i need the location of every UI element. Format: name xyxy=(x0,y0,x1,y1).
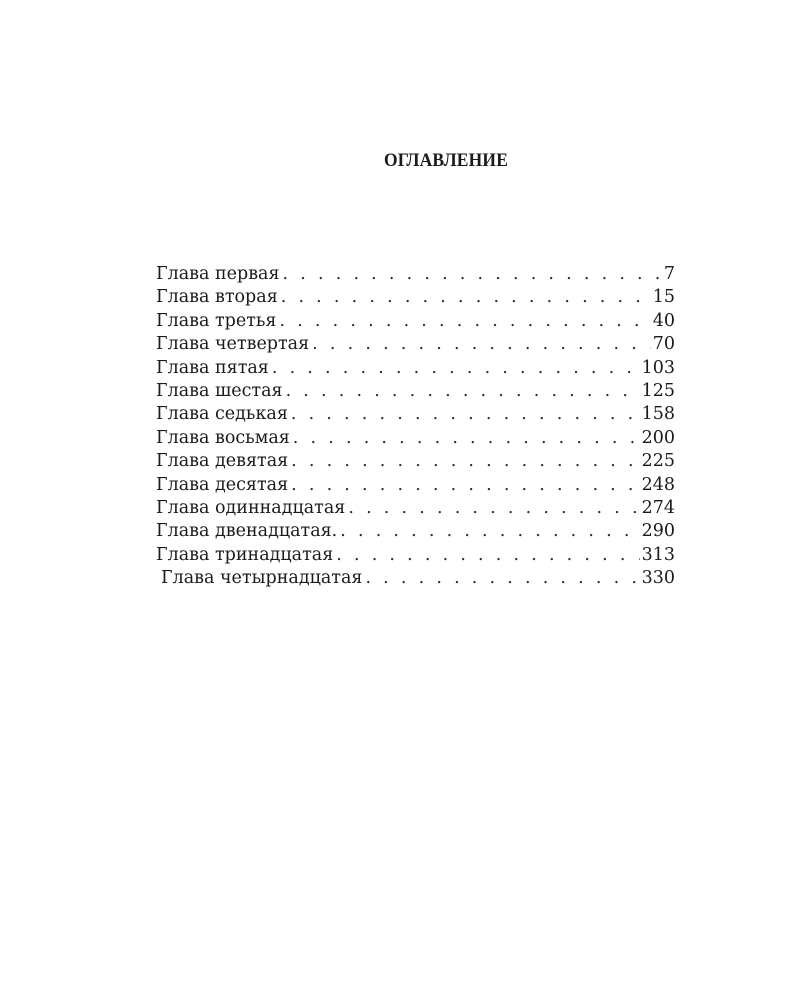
toc-title: ОГЛАВЛЕНИЕ xyxy=(383,150,509,171)
dot-leader xyxy=(291,474,639,497)
toc-entry xyxy=(156,474,675,497)
chapter-title: Глава девятая xyxy=(156,451,289,472)
toc-entry xyxy=(156,286,675,309)
page-number: 40 xyxy=(652,310,675,331)
page-number: 313 xyxy=(641,544,675,565)
toc-entry xyxy=(156,357,675,380)
chapter-title: Глава тринадцатая xyxy=(156,544,334,565)
toc-entry xyxy=(156,263,675,286)
dot-leader xyxy=(291,403,640,426)
toc-entry xyxy=(156,333,675,356)
chapter-title: Глава четвертая xyxy=(156,334,310,355)
page-number: 7 xyxy=(663,264,675,284)
toc-entry xyxy=(156,567,675,590)
dot-leader xyxy=(281,286,651,309)
dot-leader xyxy=(272,357,640,380)
page-number: 103 xyxy=(641,357,675,378)
dot-leader xyxy=(283,263,662,286)
dot-leader xyxy=(286,380,640,403)
chapter-title: Глава восьмая xyxy=(156,427,290,448)
page-number: 330 xyxy=(641,568,675,589)
dot-leader xyxy=(336,544,639,567)
toc-entry xyxy=(156,497,675,520)
chapter-title: Глава вторая xyxy=(156,287,278,308)
toc-entry xyxy=(156,520,675,543)
chapter-title: Глава первая xyxy=(156,264,280,284)
dot-leader xyxy=(348,497,639,520)
dot-leader xyxy=(312,333,651,356)
page-number: 158 xyxy=(641,404,675,425)
page-number: 125 xyxy=(641,380,675,401)
page-number: 200 xyxy=(641,427,675,448)
page-number: 274 xyxy=(641,497,675,518)
toc-entry xyxy=(156,380,675,403)
page-number: 15 xyxy=(652,287,675,308)
page-number: 225 xyxy=(641,451,675,472)
dot-leader xyxy=(365,567,639,590)
chapter-title: Глава четырнадцатая xyxy=(161,568,363,589)
toc-entry xyxy=(156,403,675,426)
page-number: 70 xyxy=(652,334,675,355)
chapter-title: Глава двенадцатая. xyxy=(156,521,338,542)
chapter-title: Глава седькая xyxy=(156,404,288,425)
toc-entry xyxy=(156,450,675,473)
dot-leader xyxy=(340,520,639,543)
dot-leader xyxy=(291,450,639,473)
toc-entry xyxy=(156,427,675,450)
chapter-title: Глава одиннадцатая xyxy=(156,497,346,518)
chapter-title: Глава третья xyxy=(156,310,277,331)
dot-leader xyxy=(279,310,650,333)
toc-entry xyxy=(156,310,675,333)
dot-leader xyxy=(293,427,640,450)
chapter-title: Глава десятая xyxy=(156,474,289,495)
chapter-title: Глава шестая xyxy=(156,380,283,401)
chapter-title: Глава пятая xyxy=(156,357,269,378)
table-of-contents xyxy=(156,263,675,590)
page-number: 248 xyxy=(641,474,675,495)
page-number: 290 xyxy=(641,521,675,542)
toc-entry xyxy=(156,544,675,567)
